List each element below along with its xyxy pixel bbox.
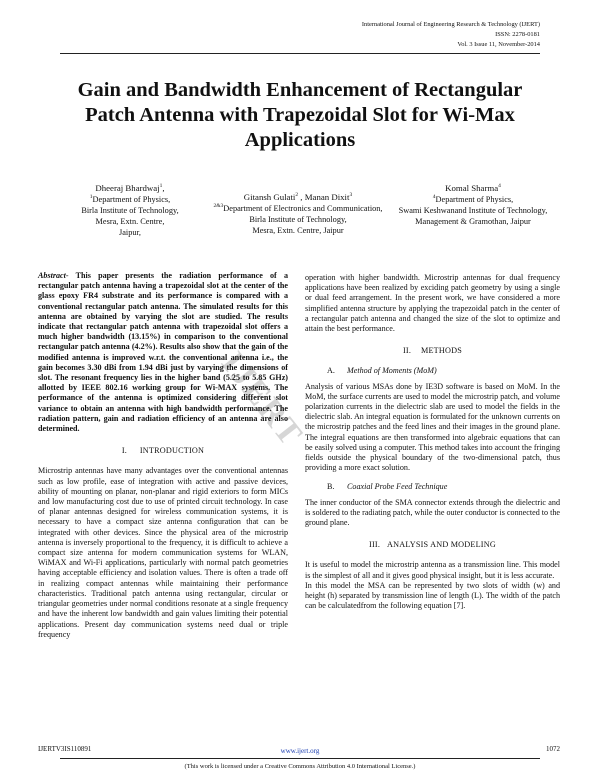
author-name: Gitansh Gulati — [243, 192, 296, 202]
coax-text: The inner conductor of the SMA connector extends through the dielectric and is soldered to the radiating patch, while the outer conductor is connected to the ground plane. — [305, 497, 560, 528]
section-heading-methods: II. METHODS — [403, 346, 462, 356]
footer-rule — [60, 758, 540, 759]
page-number: 1072 — [546, 745, 560, 753]
subsection-heading-coax: B. Coaxial Probe Feed Technique — [327, 482, 448, 492]
paper-title: Gain and Bandwidth Enhancement of Rectangular Patch Antenna with Trapezoidal Slot for Wi-Max Applications — [77, 79, 523, 151]
author-block-1: Dheeraj Bhardwaj$^1$, $^1$Department of Physics, Birla Institute of Technology, Mesra, Extn. Centre, Jaipur, — [81, 183, 179, 237]
journal-name: International Journal of Engineering Research & Technology (IJERT) — [361, 21, 540, 28]
ijert-watermark: IJERT — [213, 345, 311, 454]
analysis-text-1: It is useful to model the microstrip antenna as a transmission line. This model is the simplest of all and it gives good physical insight, but it is less accurate. — [305, 560, 560, 580]
website-link[interactable]: www.ijert.org — [280, 747, 320, 755]
paper-id: IJERTV3IS110891 — [38, 745, 92, 753]
author-block-3: Komal Sharma$^4$ $^4$Department of Physics, Swami Keshwanand Institute of Technology, Management & Gramothan, Jaipur — [398, 183, 548, 226]
header-rule — [60, 53, 540, 54]
mom-text: Analysis of various MSAs done by IE3D software is based on MoM. In the MoM, the surface currents are used to model the microstrip patch, and volume polarization currents in the dielectric slab are used to model the fields in the dielectric slab. An integral equation is formulated for the unknown currents on the microstrip patches and the feed lines and their images in the ground plane. The integral equations are then transformed into algebraic equations that can be easily solved using a computer. This method takes into account the fringing fields outside the physical boundary of the two-dimensional patch, thus providing a more exact solution. — [305, 381, 560, 473]
license-note: (This work is licensed under a Creative Commons Attribution 4.0 International License.) — [184, 763, 416, 770]
abstract: Abstract- This paper presents the radiation performance of a rectangular patch antenna having a trapezoidal slot at the center of the glass epoxy FR4 substrate and its performance is compared with a conventional rectangular patch antenna. The simulated results for this antenna are obtained by varying the slot are studied. The results indicate that rectangular patch antenna with trapezoidal slot offers a much higher bandwidth (13.15%) in comparison to the conventional rectangular patch antenna (4.2%). Results also show that the gain of the modified antenna is improved w.r.t. the conventional antenna i.e., the gain becomes 3.30 dBi from 1.94 dBi just by varying the dimensions of slot. The resonant frequency lies in the higher band (5.25 to 5.85 GHz) allotted by IEEE 802.16 working group for Wi-MAX systems. The performance of the antenna is optimized considering different slot variance to obtain an antenna with high bandwidth performance. The radiation pattern, gain and radiation efficiency of an antenna are also determined. — [38, 271, 288, 434]
author-block-2: Gitansh Gulati$^2$ , Manan Dixit$^3$ $^{2\&3}$Department of Electronics and Communication, Birla Institute of Technology, Mesra, Extn. Centre, Jaipur — [213, 192, 383, 235]
author-name: Manan Dixit — [304, 192, 350, 202]
introduction-continued: operation with higher bandwidth. Microstrip antennas for dual frequency applications have been realized by exciding patch geometry by using a single or dual feed arrangement. In the present work, we have considered a more simplified antenna structure by applying the trapezoidal patch in the center of a rectangular patch antenna and changed the size of the slot to optimize and attain the best performance. — [305, 273, 560, 334]
volume-issue: Vol. 3 Issue 11, November-2014 — [457, 41, 540, 48]
author-name: Komal Sharma — [445, 183, 499, 193]
subsection-heading-mom: A. Method of Moments (MoM) — [327, 366, 437, 376]
right-column — [305, 273, 560, 611]
introduction-text: Microstrip antennas have many advantages over the conventional antennas such as low profile, ease of integration with active and passive devices, ability of mounting on planar, non-planar and rigid exteriors to form MICs and low manufacturing cost due to use of printed circuit technology. In case of planar antennas designed for wireless communication systems, it is necessary to have a compact size antenna configuration that can be integrated with other devices. Since the physical area of the microstrip antenna is inversely proportional to the frequency, it is difficult to achieve a compact size antenna for modern communication systems for WLAN, WiMAX and Wi-Fi applications, particularly with normal patch geometries having acceptable efficiency and isolation values. There is often a trade off in realizing compact antennas while maintaining their performance characteristics. Traditional patch antenna using rectangular, circular or triangular geometries under normal conditions resonate at a single frequency and have the inherent low bandwidth and gain values limiting their potential applications. Present day communication systems need dual or triple frequency — [38, 466, 288, 639]
author-name: Dheeraj Bhardwaj — [95, 183, 160, 193]
left-column — [38, 271, 288, 640]
section-heading-analysis: III. ANALYSIS AND MODELING — [369, 540, 496, 550]
section-heading-introduction: I. INTRODUCTION — [121, 446, 205, 456]
analysis-text-2: In this model the MSA can be represented by two slots of width (w) and height (h) separated by transmission line of length (L). The width of the patch can be calculatedfrom the following equation [7]. — [305, 580, 560, 611]
issn: ISSN: 2278-0181 — [495, 31, 540, 38]
